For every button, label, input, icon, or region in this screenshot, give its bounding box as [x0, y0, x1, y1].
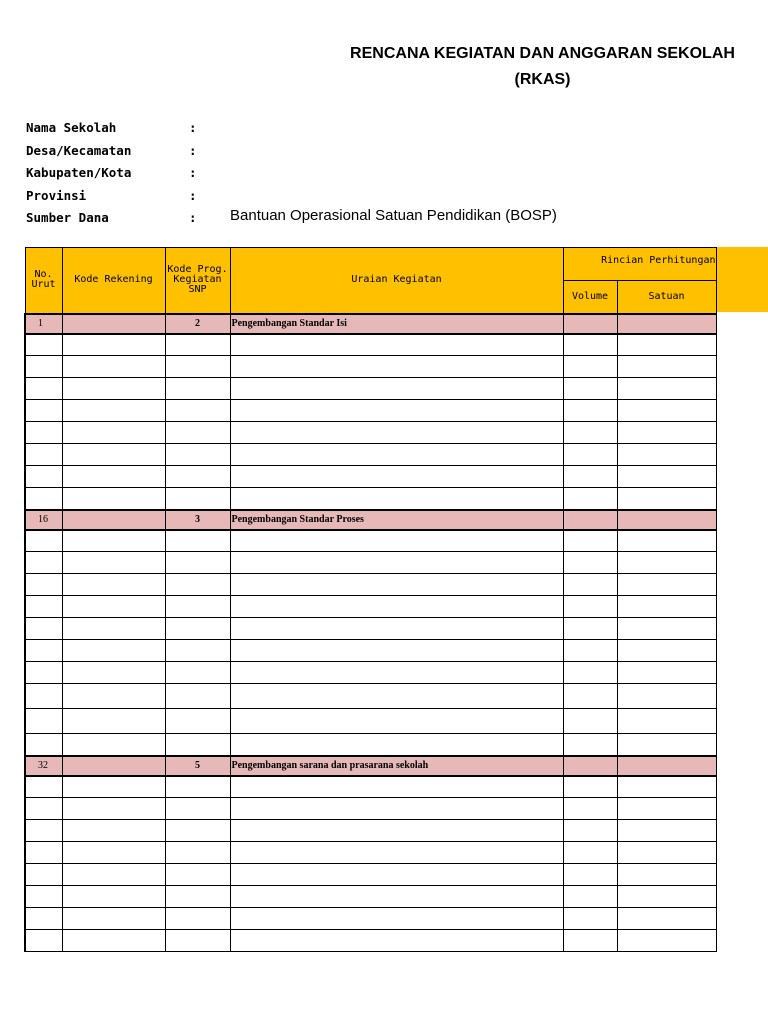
- table-row: [25, 596, 716, 618]
- table-row: [25, 488, 716, 510]
- table-cell[interactable]: [62, 422, 165, 444]
- table-cell[interactable]: [617, 596, 716, 618]
- table-cell[interactable]: [165, 488, 230, 510]
- table-cell[interactable]: [62, 640, 165, 662]
- info-label: Desa/Kecamatan: [26, 143, 132, 158]
- table-cell[interactable]: [230, 596, 563, 618]
- table-cell[interactable]: [165, 820, 230, 842]
- table-row: [25, 886, 716, 908]
- section-uraian: Pengembangan sarana dan prasarana sekolah: [230, 756, 563, 776]
- table-cell[interactable]: [62, 356, 165, 378]
- table-cell[interactable]: [617, 334, 716, 356]
- table-cell[interactable]: [617, 378, 716, 400]
- info-colon: :: [189, 210, 197, 225]
- table-cell[interactable]: [617, 908, 716, 930]
- section-satuan: [617, 756, 716, 776]
- table-cell[interactable]: [230, 400, 563, 422]
- table-cell[interactable]: [563, 466, 617, 488]
- table-cell[interactable]: [165, 662, 230, 684]
- table-cell[interactable]: [230, 930, 563, 952]
- table-cell[interactable]: [563, 709, 617, 734]
- table-cell[interactable]: [165, 864, 230, 886]
- table-row: [25, 842, 716, 864]
- table-cell[interactable]: [62, 930, 165, 952]
- table-row: [25, 864, 716, 886]
- table-row: [25, 640, 716, 662]
- table-cell[interactable]: [62, 552, 165, 574]
- table-cell[interactable]: [563, 552, 617, 574]
- table-cell[interactable]: [563, 488, 617, 510]
- table-row: [25, 820, 716, 842]
- table-cell[interactable]: [25, 334, 62, 356]
- table-cell[interactable]: [25, 444, 62, 466]
- table-cell[interactable]: [563, 776, 617, 798]
- table-cell[interactable]: [25, 378, 62, 400]
- table-row: [25, 466, 716, 488]
- section-uraian: Pengembangan Standar Isi: [230, 314, 563, 334]
- table-cell[interactable]: [617, 776, 716, 798]
- table-cell[interactable]: [62, 596, 165, 618]
- table-cell[interactable]: [563, 530, 617, 552]
- header-uraian-kegiatan: Uraian Kegiatan: [230, 248, 563, 314]
- table-cell[interactable]: [62, 842, 165, 864]
- section-volume: [563, 756, 617, 776]
- table-cell[interactable]: [230, 886, 563, 908]
- table-cell[interactable]: [617, 930, 716, 952]
- table-cell[interactable]: [230, 488, 563, 510]
- table-row: [25, 444, 716, 466]
- table-cell[interactable]: [563, 662, 617, 684]
- table-row: [25, 422, 716, 444]
- table-cell[interactable]: [563, 356, 617, 378]
- table-cell[interactable]: [230, 684, 563, 709]
- table-cell[interactable]: [230, 776, 563, 798]
- table-cell[interactable]: [617, 618, 716, 640]
- table-cell[interactable]: [25, 488, 62, 510]
- table-cell[interactable]: [25, 574, 62, 596]
- table-cell[interactable]: [617, 466, 716, 488]
- table-cell[interactable]: [230, 378, 563, 400]
- table-cell[interactable]: [617, 820, 716, 842]
- table-cell[interactable]: [563, 798, 617, 820]
- table-cell[interactable]: [25, 776, 62, 798]
- table-cell[interactable]: [563, 864, 617, 886]
- table-cell[interactable]: [563, 640, 617, 662]
- table-cell[interactable]: [230, 640, 563, 662]
- table-cell[interactable]: [617, 734, 716, 756]
- table-row: [25, 930, 716, 952]
- table-cell[interactable]: [230, 444, 563, 466]
- table-cell[interactable]: [165, 709, 230, 734]
- header-no-urut: No. Urut: [25, 248, 62, 314]
- section-kode-prog: 2: [165, 314, 230, 334]
- info-colon: :: [189, 188, 197, 203]
- table-cell[interactable]: [563, 820, 617, 842]
- section-no: 1: [25, 314, 62, 334]
- section-row: [25, 314, 716, 334]
- table-cell[interactable]: [62, 798, 165, 820]
- table-cell[interactable]: [165, 356, 230, 378]
- rkas-table-body: [25, 314, 716, 952]
- table-row: [25, 798, 716, 820]
- table-cell[interactable]: [62, 378, 165, 400]
- table-cell[interactable]: [617, 798, 716, 820]
- table-cell[interactable]: [617, 662, 716, 684]
- table-cell[interactable]: [617, 640, 716, 662]
- table-cell[interactable]: [165, 334, 230, 356]
- header-kode-prog: Kode Prog. Kegiatan SNP: [165, 248, 230, 314]
- table-cell[interactable]: [617, 444, 716, 466]
- table-cell[interactable]: [165, 930, 230, 952]
- table-cell[interactable]: [563, 400, 617, 422]
- table-cell[interactable]: [25, 422, 62, 444]
- table-cell[interactable]: [563, 422, 617, 444]
- table-cell[interactable]: [165, 886, 230, 908]
- section-satuan: [617, 314, 716, 334]
- rkas-table: [24, 247, 717, 952]
- table-cell[interactable]: [563, 596, 617, 618]
- table-cell[interactable]: [230, 356, 563, 378]
- info-colon: :: [189, 143, 197, 158]
- table-cell[interactable]: [230, 820, 563, 842]
- table-row: [25, 734, 716, 756]
- header-rincian-perhitungan: Rincian Perhitungan: [563, 248, 716, 281]
- table-cell[interactable]: [62, 574, 165, 596]
- table-cell[interactable]: [563, 842, 617, 864]
- table-cell[interactable]: [25, 530, 62, 552]
- info-row-sumber-dana: [26, 207, 557, 225]
- table-cell[interactable]: [25, 640, 62, 662]
- info-label: Nama Sekolah: [26, 120, 117, 135]
- table-cell[interactable]: [165, 596, 230, 618]
- table-cell[interactable]: [62, 864, 165, 886]
- table-cell[interactable]: [165, 530, 230, 552]
- table-cell[interactable]: [230, 734, 563, 756]
- table-cell[interactable]: [62, 908, 165, 930]
- table-cell[interactable]: [617, 684, 716, 709]
- table-cell[interactable]: [62, 466, 165, 488]
- table-cell[interactable]: [25, 886, 62, 908]
- section-row: [25, 510, 716, 530]
- table-cell[interactable]: [563, 684, 617, 709]
- table-cell[interactable]: [165, 776, 230, 798]
- table-cell[interactable]: [165, 734, 230, 756]
- table-row: [25, 400, 716, 422]
- table-cell[interactable]: [25, 864, 62, 886]
- section-no: 16: [25, 510, 62, 530]
- info-label: Sumber Dana: [26, 210, 109, 225]
- table-cell[interactable]: [25, 618, 62, 640]
- table-cell[interactable]: [563, 444, 617, 466]
- table-cell[interactable]: [62, 662, 165, 684]
- table-cell[interactable]: [165, 908, 230, 930]
- table-cell[interactable]: [165, 842, 230, 864]
- table-cell[interactable]: [62, 820, 165, 842]
- table-cell[interactable]: [165, 684, 230, 709]
- table-cell[interactable]: [62, 886, 165, 908]
- table-cell[interactable]: [230, 618, 563, 640]
- table-cell[interactable]: [230, 842, 563, 864]
- table-cell[interactable]: [617, 709, 716, 734]
- header-fill-overflow: [715, 247, 768, 312]
- table-row: [25, 709, 716, 734]
- table-cell[interactable]: [230, 334, 563, 356]
- table-cell[interactable]: [563, 734, 617, 756]
- table-cell[interactable]: [165, 378, 230, 400]
- info-row-nama-sekolah: [26, 120, 197, 135]
- table-cell[interactable]: [563, 378, 617, 400]
- section-kode-prog: 5: [165, 756, 230, 776]
- table-cell[interactable]: [617, 356, 716, 378]
- table-row: [25, 334, 716, 356]
- table-row: [25, 684, 716, 709]
- table-row: [25, 574, 716, 596]
- table-cell[interactable]: [165, 552, 230, 574]
- table-cell[interactable]: [25, 820, 62, 842]
- table-cell[interactable]: [617, 864, 716, 886]
- table-cell[interactable]: [25, 662, 62, 684]
- table-cell[interactable]: [563, 886, 617, 908]
- header-volume: Volume: [563, 281, 617, 314]
- section-kode-prog: 3: [165, 510, 230, 530]
- section-kode-rekening: [62, 510, 165, 530]
- table-cell[interactable]: [230, 422, 563, 444]
- table-cell[interactable]: [165, 618, 230, 640]
- table-cell[interactable]: [25, 552, 62, 574]
- table-cell[interactable]: [62, 400, 165, 422]
- table-cell[interactable]: [617, 488, 716, 510]
- table-cell[interactable]: [62, 618, 165, 640]
- table-cell[interactable]: [25, 908, 62, 930]
- section-kode-rekening: [62, 314, 165, 334]
- table-row: [25, 908, 716, 930]
- info-row-provinsi: [26, 188, 197, 203]
- table-cell[interactable]: [617, 422, 716, 444]
- document-title: RENCANA KEGIATAN DAN ANGGARAN SEKOLAH: [350, 45, 735, 62]
- table-cell[interactable]: [25, 798, 62, 820]
- table-cell[interactable]: [617, 400, 716, 422]
- table-cell[interactable]: [25, 709, 62, 734]
- table-cell[interactable]: [62, 684, 165, 709]
- table-cell[interactable]: [62, 334, 165, 356]
- info-value: Bantuan Operasional Satuan Pendidikan (BOSP): [230, 207, 557, 224]
- section-no: 32: [25, 756, 62, 776]
- info-label: Kabupaten/Kota: [26, 165, 132, 180]
- table-row: [25, 378, 716, 400]
- header-kode-rekening: Kode Rekening: [62, 248, 165, 314]
- table-cell[interactable]: [25, 684, 62, 709]
- info-label: Provinsi: [26, 188, 87, 203]
- table-cell[interactable]: [25, 842, 62, 864]
- info-colon: :: [189, 120, 197, 135]
- table-cell[interactable]: [563, 930, 617, 952]
- section-row: [25, 756, 716, 776]
- table-cell[interactable]: [62, 488, 165, 510]
- table-cell[interactable]: [230, 798, 563, 820]
- table-cell[interactable]: [230, 552, 563, 574]
- table-cell[interactable]: [25, 356, 62, 378]
- table-cell[interactable]: [62, 734, 165, 756]
- table-cell[interactable]: [617, 552, 716, 574]
- table-cell[interactable]: [62, 776, 165, 798]
- table-cell[interactable]: [165, 574, 230, 596]
- table-row: [25, 618, 716, 640]
- table-cell[interactable]: [25, 400, 62, 422]
- table-cell[interactable]: [230, 864, 563, 886]
- section-volume: [563, 314, 617, 334]
- table-cell[interactable]: [563, 908, 617, 930]
- table-row: [25, 776, 716, 798]
- table-cell[interactable]: [563, 334, 617, 356]
- document-subtitle: (RKAS): [514, 71, 571, 88]
- table-cell[interactable]: [25, 930, 62, 952]
- table-row: [25, 662, 716, 684]
- info-colon: :: [189, 165, 197, 180]
- table-cell[interactable]: [25, 466, 62, 488]
- table-cell[interactable]: [165, 422, 230, 444]
- table-cell[interactable]: [165, 640, 230, 662]
- section-satuan: [617, 510, 716, 530]
- table-cell[interactable]: [165, 466, 230, 488]
- table-cell[interactable]: [25, 596, 62, 618]
- table-cell[interactable]: [617, 530, 716, 552]
- table-cell[interactable]: [563, 618, 617, 640]
- info-row-desa-kecamatan: [26, 143, 197, 158]
- table-cell[interactable]: [165, 798, 230, 820]
- table-cell[interactable]: [62, 444, 165, 466]
- table-cell[interactable]: [62, 530, 165, 552]
- table-cell[interactable]: [165, 444, 230, 466]
- table-cell[interactable]: [230, 908, 563, 930]
- table-cell[interactable]: [165, 400, 230, 422]
- info-row-kabupaten-kota: [26, 165, 197, 180]
- table-cell[interactable]: [230, 574, 563, 596]
- table-cell[interactable]: [230, 662, 563, 684]
- header-satuan: Satuan: [617, 281, 716, 314]
- table-cell[interactable]: [230, 709, 563, 734]
- table-row: [25, 356, 716, 378]
- table-cell[interactable]: [25, 734, 62, 756]
- table-cell[interactable]: [230, 530, 563, 552]
- table-cell[interactable]: [62, 709, 165, 734]
- table-cell[interactable]: [617, 842, 716, 864]
- table-cell[interactable]: [617, 886, 716, 908]
- section-kode-rekening: [62, 756, 165, 776]
- table-row: [25, 530, 716, 552]
- section-uraian: Pengembangan Standar Proses: [230, 510, 563, 530]
- table-cell[interactable]: [617, 574, 716, 596]
- table-cell[interactable]: [563, 574, 617, 596]
- table-cell[interactable]: [230, 466, 563, 488]
- table-row: [25, 552, 716, 574]
- section-volume: [563, 510, 617, 530]
